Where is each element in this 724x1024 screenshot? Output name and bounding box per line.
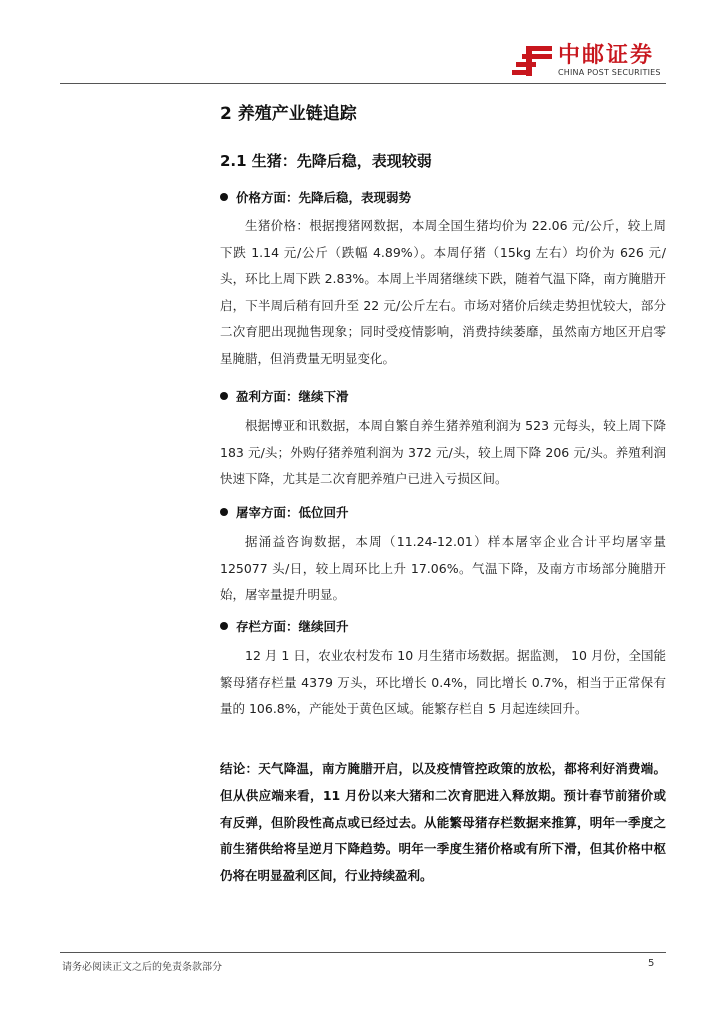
bullet-heading-profit [220,387,349,405]
section-title: 2 养殖产业链追踪 [220,104,357,124]
bullet-heading-text: 盈利方面：继续下滑 [236,389,349,404]
bullet-icon [220,508,228,516]
paragraph-inventory: 12 月 1 日，农业农村发布 10 月生猪市场数据。据监测， 10 月份，全国能繁母猪存栏量 4379 万头，环比增长 0.4%，同比增长 0.7%，相当于正常保有量的 106.8%，产能处于黄色区域。能繁存栏自 5 月起连续回升。 [220,648,666,716]
bullet-icon [220,193,228,201]
paragraph-slaughter: 据涌益咨询数据，本周（11.24-12.01）样本屠宰企业合计平均屠宰量 125077 头/日，较上周环比上升 17.06%。气温下降，及南方市场部分腌腊开始，屠宰量提升明显。 [220,534,666,602]
logo-english-name: CHINA POST SECURITIES [558,68,661,77]
conclusion-paragraph: 结论：天气降温，南方腌腊开启，以及疫情管控政策的放松，都将利好消费端。但从供应端来看，11 月份以来大猪和二次育肥进入释放期。预计春节前猪价或有反弹，但阶段性高点或已经过去。从能繁母猪存栏数据来推算，明年一季度之前生猪供给将呈逆月下降趋势。明年一季度生猪价格或有所下滑，但其价格中枢仍将在明显盈利区间，行业持续盈利。 [220,761,666,884]
footer-divider [60,952,666,953]
header-logo [512,44,661,78]
logo-chinese-name: 中邮证券 [558,43,655,68]
bullet-icon [220,392,228,400]
header-divider [60,83,666,84]
paragraph-profit: 根据博亚和讯数据，本周自繁自养生猪养殖利润为 523 元每头，较上周下降 183 元/头；外购仔猪养殖利润为 372 元/头，较上周下降 206 元/头。养殖利润快速下降，尤其是二次育肥养殖户已进入亏损区间。 [220,418,666,486]
bullet-heading-price [220,188,411,206]
bullet-heading-text: 存栏方面：继续回升 [236,619,349,634]
page-number: 5 [648,958,655,969]
bullet-icon [220,622,228,630]
bullet-heading-text: 屠宰方面：低位回升 [236,505,349,520]
bullet-heading-slaughter [220,503,349,521]
paragraph-price: 生猪价格：根据搜猪网数据，本周全国生猪均价为 22.06 元/公斤，较上周下跌 1.14 元/公斤（跌幅 4.89%）。本周仔猪（15kg 左右）均价为 626 元/头，环比上周下跌 2.83%。本周上半周猪继续下跌，随着气温下降，南方腌腊开启，下半周后稍有回升至 22 元/公斤左右。市场对猪价后续走势担忧较大，部分二次育肥出现抛售现象；同时受疫情影响，消费持续萎靡，虽然南方地区开启零星腌腊，但消费量无明显变化。 [220,218,666,366]
subsection-title: 2.1 生猪：先降后稳，表现较弱 [220,152,432,170]
footer-disclaimer: 请务必阅读正文之后的免责条款部分 [62,962,222,973]
china-post-logo-icon [512,44,554,78]
bullet-heading-inventory [220,617,349,635]
bullet-heading-text: 价格方面：先降后稳，表现弱势 [236,190,412,205]
